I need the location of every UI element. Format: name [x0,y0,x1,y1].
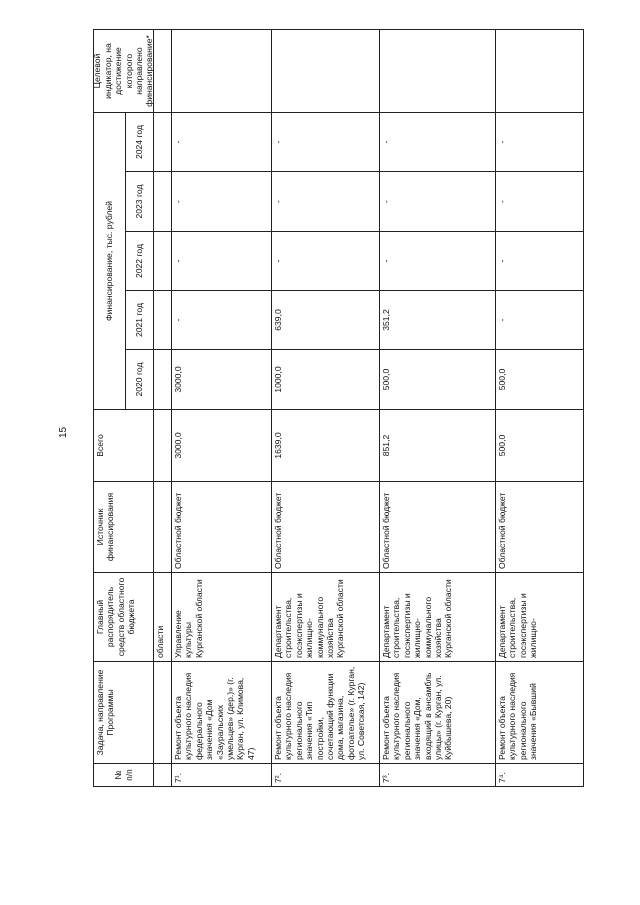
row-4-2020: 500,0 [495,349,584,410]
header-year-2023: 2023 год [125,171,154,232]
row-1-total: 3000,0 [171,409,272,482]
header-manager: Главный распорядитель средств областного бюджета [93,572,154,662]
row-2-source: Областной бюджет [271,481,380,573]
row-4-manager: Департамент строительства, госэкспертизы и жилищно- [495,572,584,662]
row-2-target [271,29,380,113]
header-num: № п/п [93,763,154,787]
header-source: Источник финансирования [93,481,154,573]
cont-source [153,481,172,573]
row-1-task: Ремонт объекта культурного наследия федерального значения «Дом «Зауральских умельцев» (дер.)» (г. Курган, ул. Климова, 47) [171,661,272,764]
row-3-num: 7³. [379,763,496,787]
row-3-2024: - [379,112,496,172]
header-year-2022: 2022 год [125,231,154,291]
header-total: Всего [93,409,154,482]
row-3-2023: - [379,171,496,232]
header-year-2020: 2020 год [125,349,154,410]
row-3-2022: - [379,231,496,291]
row-1-source: Областной бюджет [171,481,272,573]
row-1-2021: - [171,290,272,350]
row-2-total: 1639,0 [271,409,380,482]
row-4-2024: - [495,112,584,172]
row-1-2024: - [171,112,272,172]
row-2-task: Ремонт объекта культурного наследия регионального значения «Тип постройки, сочетающий функции дома, магазина, фотоателье» (г. Курган, ул. Советская, 142) [271,661,380,764]
header-financing: Финансирование, тыс. рублей [93,112,126,410]
row-4-2021: - [495,290,584,350]
row-1-target [171,29,272,113]
table-viewport [94,28,584,786]
header-target: Целевой индикатор, на достижение которого направлено финансирование* [93,29,154,113]
header-task: Задача, направление Программы [93,661,154,764]
row-4-total: 500,0 [495,409,584,482]
row-2-manager: Департамент строительства, госэкспертизы и жилищно-коммунального хозяйства Курганской области [271,572,380,662]
row-4-num: 7⁴. [495,763,584,787]
row-2-2024: - [271,112,380,172]
cont-manager: области [153,572,172,662]
cont-task [153,661,172,764]
cont-2022 [153,231,172,291]
row-1-2020: 3000,0 [171,349,272,410]
cont-num [153,763,172,787]
cont-target [153,29,172,113]
row-4-2022: - [495,231,584,291]
cont-2021 [153,290,172,350]
row-2-num: 7². [271,763,380,787]
row-2-2021: 639,0 [271,290,380,350]
row-4-target [495,29,584,113]
row-3-task: Ремонт объекта культурного наследия регионального значения «Дом, входящий в ансамбль улицы» (г. Курган, ул. Куйбышева, 20) [379,661,496,764]
row-2-2022: - [271,231,380,291]
header-year-2021: 2021 год [125,290,154,350]
row-2-2020: 1000,0 [271,349,380,410]
row-1-2023: - [171,171,272,232]
row-4-2023: - [495,171,584,232]
row-1-manager: Управление культуры Курганской области [171,572,272,662]
row-3-total: 851,2 [379,409,496,482]
row-3-2021: 351,2 [379,290,496,350]
row-1-2022: - [171,231,272,291]
row-2-2023: - [271,171,380,232]
row-3-target [379,29,496,113]
row-4-task: Ремонт объекта культурного наследия регионального значения «Бывший [495,661,584,764]
cont-total [153,409,172,482]
cont-2020 [153,349,172,410]
row-3-source: Областной бюджет [379,481,496,573]
row-1-num: 7¹. [171,763,272,787]
page-number: 15 [58,426,69,438]
header-year-2024: 2024 год [125,112,154,172]
cont-2024 [153,112,172,172]
row-3-manager: Департамент строительства, госэкспертизы и жилищно-коммунального хозяйства Курганской области [379,572,496,662]
row-3-2020: 500,0 [379,349,496,410]
row-4-source: Областной бюджет [495,481,584,573]
cont-2023 [153,171,172,232]
financing-table [94,28,584,786]
